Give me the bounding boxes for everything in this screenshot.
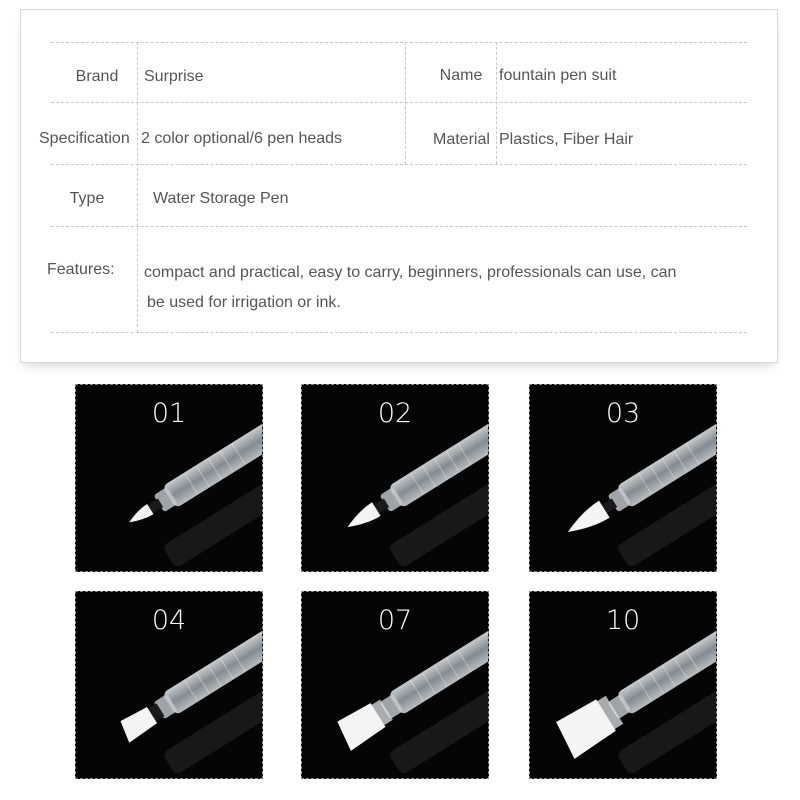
row-divider (51, 42, 747, 43)
row-divider (51, 164, 747, 165)
brush-tile-03 (529, 384, 717, 572)
tile-number: 10 (605, 605, 641, 636)
tile-number: 04 (151, 605, 187, 636)
brush-tile-04 (75, 591, 263, 779)
name-label: Name (439, 67, 483, 84)
features-line-1: compact and practical, easy to carry, beginners, professionals can use, can (144, 264, 677, 281)
tile-number: 07 (377, 605, 413, 636)
spec-table (20, 9, 778, 363)
brush-tile-02 (301, 384, 489, 572)
name-value: fountain pen suit (499, 67, 617, 84)
brand-value: Surprise (144, 68, 204, 85)
row-divider (51, 226, 747, 227)
material-label: Material (433, 131, 490, 148)
material-value: Plastics, Fiber Hair (499, 131, 634, 148)
features-value (144, 258, 734, 318)
tile-number: 02 (377, 398, 413, 429)
features-line-2: be used for irrigation or ink. (147, 294, 341, 311)
type-label: Type (69, 190, 105, 207)
column-divider (496, 42, 497, 164)
specification-label: Specification (39, 130, 130, 147)
row-divider (51, 102, 747, 103)
tile-number: 03 (605, 398, 641, 429)
brush-tile-10 (529, 591, 717, 779)
specification-value: 2 color optional/6 pen heads (141, 130, 343, 147)
features-label: Features: (47, 261, 115, 278)
brush-tile-01 (75, 384, 263, 572)
tile-number: 01 (151, 398, 187, 429)
type-value: Water Storage Pen (153, 190, 289, 207)
brush-tile-07 (301, 591, 489, 779)
brand-label: Brand (75, 68, 119, 85)
column-divider (405, 42, 406, 164)
row-divider (51, 332, 747, 333)
